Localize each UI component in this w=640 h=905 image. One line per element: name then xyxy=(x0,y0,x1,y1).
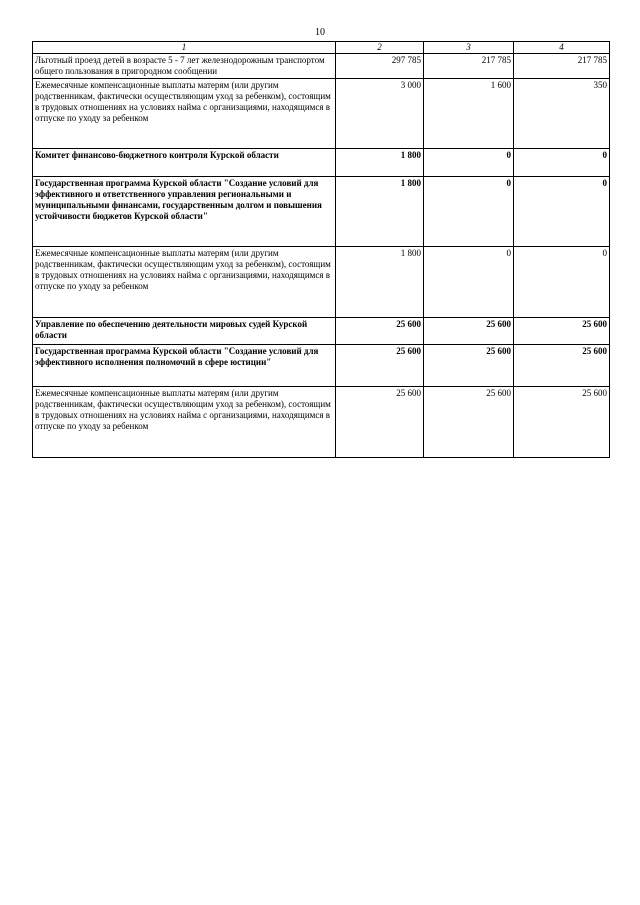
value-col-2: 25 600 xyxy=(336,387,424,458)
page-number: 10 xyxy=(315,27,325,38)
value-col-2: 25 600 xyxy=(336,345,424,387)
row-label: Государственная программа Курской области "Создание условий для эффективного и ответственного управления региональными и муниципальными финансами, государственным долгом и повышения устойчивости бюджетов Курской области" xyxy=(33,177,336,247)
value-col-2: 1 800 xyxy=(336,177,424,247)
value-col-3: 0 xyxy=(424,247,514,318)
budget-table xyxy=(32,41,610,458)
value-col-4: 25 600 xyxy=(514,387,610,458)
value-col-4: 0 xyxy=(514,247,610,318)
value-col-2: 25 600 xyxy=(336,318,424,345)
column-header-1: 1 xyxy=(33,42,336,54)
column-number-row xyxy=(33,42,610,54)
row-label: Ежемесячные компенсационные выплаты матерям (или другим родственникам, фактически осуществляющим уход за ребенком), состоящим в трудовых отношениях на условиях найма с организациями, находящимся в отпуске по уходу за ребенком xyxy=(33,79,336,149)
row-label: Ежемесячные компенсационные выплаты матерям (или другим родственникам, фактически осуществляющим уход за ребенком), состоящим в трудовых отношениях на условиях найма с организациями, находящимся в отпуске по уходу за ребенком xyxy=(33,247,336,318)
row-label: Льготный проезд детей в возрасте 5 - 7 лет железнодорожным транспортом общего пользования в пригородном сообщении xyxy=(33,54,336,79)
value-col-3: 217 785 xyxy=(424,54,514,79)
value-col-4: 350 xyxy=(514,79,610,149)
value-col-4: 25 600 xyxy=(514,345,610,387)
value-col-4: 0 xyxy=(514,177,610,247)
column-header-2: 2 xyxy=(336,42,424,54)
column-header-4: 4 xyxy=(514,42,610,54)
row-label: Комитет финансово-бюджетного контроля Курской области xyxy=(33,149,336,177)
value-col-2: 1 800 xyxy=(336,149,424,177)
value-col-4: 0 xyxy=(514,149,610,177)
table-row xyxy=(33,318,610,345)
value-col-3: 0 xyxy=(424,177,514,247)
value-col-4: 25 600 xyxy=(514,318,610,345)
column-header-3: 3 xyxy=(424,42,514,54)
row-label: Управление по обеспечению деятельности мировых судей Курской области xyxy=(33,318,336,345)
table-row xyxy=(33,149,610,177)
value-col-3: 25 600 xyxy=(424,345,514,387)
table-row xyxy=(33,387,610,458)
table-row xyxy=(33,345,610,387)
value-col-3: 25 600 xyxy=(424,318,514,345)
table-row xyxy=(33,177,610,247)
value-col-3: 25 600 xyxy=(424,387,514,458)
table-row xyxy=(33,79,610,149)
row-label: Государственная программа Курской области "Создание условий для эффективного исполнения полномочий в сфере юстиции" xyxy=(33,345,336,387)
value-col-4: 217 785 xyxy=(514,54,610,79)
row-label: Ежемесячные компенсационные выплаты матерям (или другим родственникам, фактически осуществляющим уход за ребенком), состоящим в трудовых отношениях на условиях найма с организациями, находящимся в отпуске по уходу за ребенком xyxy=(33,387,336,458)
value-col-2: 1 800 xyxy=(336,247,424,318)
value-col-3: 0 xyxy=(424,149,514,177)
value-col-3: 1 600 xyxy=(424,79,514,149)
table-row xyxy=(33,54,610,79)
value-col-2: 297 785 xyxy=(336,54,424,79)
value-col-2: 3 000 xyxy=(336,79,424,149)
table-row xyxy=(33,247,610,318)
